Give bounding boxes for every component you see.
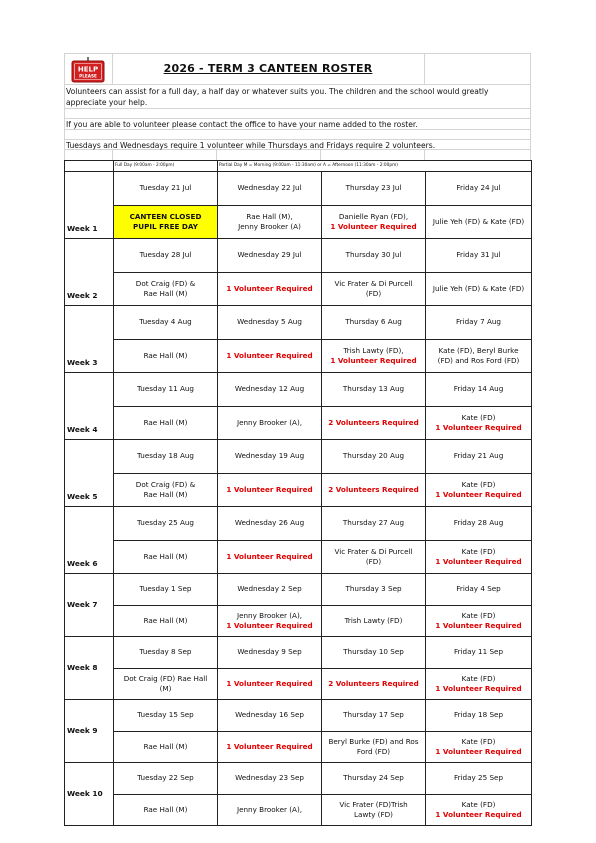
week-volunteer-row xyxy=(65,205,532,239)
volunteer-name-text: (FD) xyxy=(365,556,382,566)
week-date-row xyxy=(65,440,532,474)
week-label: Week 6 xyxy=(65,507,114,574)
volunteer-required-text: 1 Volunteer Required xyxy=(435,422,522,432)
volunteer-required-text: 1 Volunteer Required xyxy=(226,283,313,293)
week-label: Week 5 xyxy=(65,440,114,507)
volunteer-required-text: 1 Volunteer Required xyxy=(226,484,313,494)
volunteer-name-text: Ford (FD) xyxy=(356,746,391,756)
volunteer-name-text: PUPIL FREE DAY xyxy=(133,221,198,231)
partial-day-label: Partial Day M = Morning (9:00am - 11:30am) or A = Afternoon (11:30am - 2:00pm) xyxy=(218,161,532,172)
wednesday-date-cell: Wednesday 26 Aug xyxy=(218,507,322,541)
week-date-row xyxy=(65,373,532,407)
tuesday-date-cell: Tuesday 18 Aug xyxy=(114,440,218,474)
volunteer-required-text: 1 Volunteer Required xyxy=(330,221,417,231)
page-title: 2026 - TERM 3 CANTEEN ROSTER xyxy=(163,62,373,75)
wednesday-date-cell: Wednesday 19 Aug xyxy=(218,440,322,474)
week-label: Week 9 xyxy=(65,700,114,763)
volunteer-name-text: Kate (FD) xyxy=(461,799,496,809)
requirements-text: Tuesdays and Wednesdays require 1 volunteer while Thursdays and Fridays require 2 volunteers. xyxy=(66,141,436,150)
wednesday-date-cell: Wednesday 9 Sep xyxy=(218,637,322,669)
volunteer-required-text: 1 Volunteer Required xyxy=(435,809,522,819)
volunteer-name-text: Rae Hall (M) xyxy=(143,350,188,360)
week-volunteer-row xyxy=(65,339,532,373)
volunteer-name-text: Danielle Ryan (FD), xyxy=(338,211,409,221)
volunteer-name-text: Trish Lawty (FD), xyxy=(343,345,404,355)
thursday-volunteer-cell xyxy=(322,473,426,507)
full-day-label: Full Day (9:00am - 2:00pm) xyxy=(114,161,218,172)
thursday-volunteer-cell xyxy=(322,668,426,700)
volunteer-name-text: Jenny Brooker (A), xyxy=(236,804,303,814)
thursday-volunteer-cell xyxy=(322,731,426,763)
volunteer-name-text: Trish Lawty (FD) xyxy=(344,615,403,625)
week-volunteer-row xyxy=(65,794,532,826)
friday-date-cell: Friday 11 Sep xyxy=(426,637,532,669)
wednesday-volunteer-cell xyxy=(218,540,322,574)
tuesday-volunteer-cell xyxy=(114,473,218,507)
volunteer-required-text: 1 Volunteer Required xyxy=(435,620,522,630)
wednesday-volunteer-cell xyxy=(218,794,322,826)
tuesday-date-cell: Tuesday 21 Jul xyxy=(114,172,218,206)
thursday-volunteer-cell xyxy=(322,205,426,239)
volunteer-required-text: 1 Volunteer Required xyxy=(226,678,313,688)
wednesday-date-cell: Wednesday 29 Jul xyxy=(218,239,322,273)
volunteer-name-text: Dot Craig (FD) & xyxy=(135,479,196,489)
thursday-date-cell: Thursday 24 Sep xyxy=(322,763,426,795)
friday-date-cell: Friday 14 Aug xyxy=(426,373,532,407)
friday-date-cell: Friday 24 Jul xyxy=(426,172,532,206)
wednesday-volunteer-cell xyxy=(218,605,322,637)
tuesday-date-cell: Tuesday 8 Sep xyxy=(114,637,218,669)
volunteer-name-text: Julie Yeh (FD) & Kate (FD) xyxy=(432,283,525,293)
week-label: Week 10 xyxy=(65,763,114,826)
tuesday-date-cell: Tuesday 22 Sep xyxy=(114,763,218,795)
wednesday-volunteer-cell xyxy=(218,406,322,440)
wednesday-volunteer-cell xyxy=(218,473,322,507)
volunteer-name-text: (FD) xyxy=(365,288,382,298)
volunteer-required-text: 1 Volunteer Required xyxy=(435,683,522,693)
gridline xyxy=(64,108,531,109)
svg-text:HELP: HELP xyxy=(77,65,99,74)
friday-volunteer-cell xyxy=(426,794,532,826)
blank-cell xyxy=(65,161,114,172)
friday-volunteer-cell xyxy=(426,339,532,373)
volunteer-name-text: Kate (FD) xyxy=(461,736,496,746)
intro-line: appreciate your help. xyxy=(66,98,148,107)
volunteer-name-text: CANTEEN CLOSED xyxy=(129,211,202,221)
week-date-row xyxy=(65,574,532,606)
volunteer-required-text: 2 Volunteers Required xyxy=(328,678,419,688)
volunteer-name-text: Lawty (FD) xyxy=(354,809,393,819)
volunteer-name-text: Rae Hall (M), xyxy=(246,211,293,221)
roster-header xyxy=(64,53,531,84)
volunteer-required-text: 1 Volunteer Required xyxy=(226,741,313,751)
friday-volunteer-cell xyxy=(426,205,532,239)
friday-volunteer-cell xyxy=(426,406,532,440)
wednesday-volunteer-cell xyxy=(218,205,322,239)
week-label: Week 7 xyxy=(65,574,114,637)
week-date-row xyxy=(65,306,532,340)
wednesday-date-cell: Wednesday 23 Sep xyxy=(218,763,322,795)
thursday-date-cell: Thursday 30 Jul xyxy=(322,239,426,273)
week-volunteer-row xyxy=(65,272,532,306)
roster-sheet xyxy=(64,53,531,819)
volunteer-name-text: Jenny Brooker (A), xyxy=(236,610,303,620)
tuesday-volunteer-cell xyxy=(114,205,218,239)
tuesday-volunteer-cell xyxy=(114,406,218,440)
tuesday-volunteer-cell xyxy=(114,794,218,826)
intro-line: Volunteers can assist for a full day, a half day or whatever suits you. The children and the school would greatly xyxy=(66,87,489,96)
volunteer-name-text: Rae Hall (M) xyxy=(143,551,188,561)
volunteer-required-text: 2 Volunteers Required xyxy=(328,417,419,427)
thursday-volunteer-cell xyxy=(322,540,426,574)
tuesday-date-cell: Tuesday 11 Aug xyxy=(114,373,218,407)
week-date-row xyxy=(65,172,532,206)
friday-volunteer-cell xyxy=(426,272,532,306)
tuesday-volunteer-cell xyxy=(114,339,218,373)
volunteer-name-text: Rae Hall (M) xyxy=(143,417,188,427)
friday-date-cell: Friday 7 Aug xyxy=(426,306,532,340)
week-label: Week 4 xyxy=(65,373,114,440)
week-date-row xyxy=(65,507,532,541)
week-date-row xyxy=(65,637,532,669)
help-please-sign-icon xyxy=(70,57,106,83)
volunteer-name-text: (M) xyxy=(159,683,172,693)
tuesday-volunteer-cell xyxy=(114,540,218,574)
volunteer-required-text: 1 Volunteer Required xyxy=(330,355,417,365)
friday-volunteer-cell xyxy=(426,540,532,574)
contact-text: If you are able to volunteer please contact the office to have your name added to the roster. xyxy=(66,120,418,129)
volunteer-name-text: Kate (FD) xyxy=(461,610,496,620)
thursday-date-cell: Thursday 23 Jul xyxy=(322,172,426,206)
week-volunteer-row xyxy=(65,406,532,440)
wednesday-date-cell: Wednesday 22 Jul xyxy=(218,172,322,206)
volunteer-name-text: Rae Hall (M) xyxy=(143,741,188,751)
volunteer-name-text: Rae Hall (M) xyxy=(143,288,188,298)
volunteer-required-text: 1 Volunteer Required xyxy=(435,746,522,756)
week-label: Week 3 xyxy=(65,306,114,373)
week-date-row xyxy=(65,763,532,795)
wednesday-date-cell: Wednesday 2 Sep xyxy=(218,574,322,606)
volunteer-name-text: Rae Hall (M) xyxy=(143,489,188,499)
volunteer-required-text: 1 Volunteer Required xyxy=(226,620,313,630)
svg-text:PLEASE: PLEASE xyxy=(79,73,97,79)
roster-table xyxy=(64,160,532,826)
volunteer-required-text: 1 Volunteer Required xyxy=(226,551,313,561)
friday-volunteer-cell xyxy=(426,731,532,763)
volunteer-required-text: 2 Volunteers Required xyxy=(328,484,419,494)
thursday-date-cell: Thursday 20 Aug xyxy=(322,440,426,474)
friday-date-cell: Friday 25 Sep xyxy=(426,763,532,795)
tuesday-date-cell: Tuesday 25 Aug xyxy=(114,507,218,541)
thursday-volunteer-cell xyxy=(322,339,426,373)
week-label: Week 2 xyxy=(65,239,114,306)
wednesday-date-cell: Wednesday 12 Aug xyxy=(218,373,322,407)
thursday-volunteer-cell xyxy=(322,794,426,826)
week-label: Week 8 xyxy=(65,637,114,700)
volunteer-name-text: Dot Craig (FD) Rae Hall xyxy=(123,673,208,683)
volunteer-name-text: Kate (FD) xyxy=(461,412,496,422)
volunteer-name-text: Rae Hall (M) xyxy=(143,804,188,814)
wednesday-volunteer-cell xyxy=(218,272,322,306)
gridline xyxy=(64,84,531,85)
thursday-date-cell: Thursday 13 Aug xyxy=(322,373,426,407)
volunteer-name-text: Vic Frater & Di Purcell xyxy=(334,546,413,556)
volunteer-name-text: Kate (FD) xyxy=(461,546,496,556)
week-volunteer-row xyxy=(65,473,532,507)
thursday-volunteer-cell xyxy=(322,605,426,637)
wednesday-volunteer-cell xyxy=(218,731,322,763)
friday-date-cell: Friday 18 Sep xyxy=(426,700,532,732)
thursday-date-cell: Thursday 27 Aug xyxy=(322,507,426,541)
wednesday-volunteer-cell xyxy=(218,668,322,700)
volunteer-name-text: Rae Hall (M) xyxy=(143,615,188,625)
volunteer-name-text: Dot Craig (FD) & xyxy=(135,278,196,288)
week-label: Week 1 xyxy=(65,172,114,239)
thursday-date-cell: Thursday 3 Sep xyxy=(322,574,426,606)
volunteer-required-text: 1 Volunteer Required xyxy=(435,489,522,499)
friday-date-cell: Friday 28 Aug xyxy=(426,507,532,541)
wednesday-date-cell: Wednesday 5 Aug xyxy=(218,306,322,340)
friday-volunteer-cell xyxy=(426,473,532,507)
friday-volunteer-cell xyxy=(426,668,532,700)
volunteer-name-text: Jenny Brooker (A) xyxy=(238,221,301,231)
wednesday-volunteer-cell xyxy=(218,339,322,373)
tuesday-date-cell: Tuesday 15 Sep xyxy=(114,700,218,732)
volunteer-name-text: Beryl Burke (FD) and Ros xyxy=(328,736,419,746)
wednesday-date-cell: Wednesday 16 Sep xyxy=(218,700,322,732)
thursday-date-cell: Thursday 17 Sep xyxy=(322,700,426,732)
friday-date-cell: Friday 31 Jul xyxy=(426,239,532,273)
tuesday-volunteer-cell xyxy=(114,668,218,700)
week-date-row xyxy=(65,700,532,732)
friday-date-cell: Friday 21 Aug xyxy=(426,440,532,474)
thursday-date-cell: Thursday 6 Aug xyxy=(322,306,426,340)
week-volunteer-row xyxy=(65,540,532,574)
tuesday-date-cell: Tuesday 1 Sep xyxy=(114,574,218,606)
volunteer-name-text: Julie Yeh (FD) & Kate (FD) xyxy=(432,216,525,226)
volunteer-name-text: Kate (FD) xyxy=(461,479,496,489)
tuesday-date-cell: Tuesday 4 Aug xyxy=(114,306,218,340)
tuesday-volunteer-cell xyxy=(114,605,218,637)
week-volunteer-row xyxy=(65,731,532,763)
volunteer-name-text: (FD) and Ros Ford (FD) xyxy=(437,355,520,365)
week-volunteer-row xyxy=(65,668,532,700)
friday-volunteer-cell xyxy=(426,605,532,637)
tuesday-volunteer-cell xyxy=(114,731,218,763)
week-date-row xyxy=(65,239,532,273)
thursday-date-cell: Thursday 10 Sep xyxy=(322,637,426,669)
volunteer-required-text: 1 Volunteer Required xyxy=(226,350,313,360)
friday-date-cell: Friday 4 Sep xyxy=(426,574,532,606)
volunteer-required-text: 1 Volunteer Required xyxy=(435,556,522,566)
volunteer-name-text: Jenny Brooker (A), xyxy=(236,417,303,427)
thursday-volunteer-cell xyxy=(322,272,426,306)
volunteer-name-text: Vic Frater & Di Purcell xyxy=(334,278,413,288)
tuesday-date-cell: Tuesday 28 Jul xyxy=(114,239,218,273)
tuesday-volunteer-cell xyxy=(114,272,218,306)
column-label-row xyxy=(65,161,532,172)
volunteer-name-text: Kate (FD), Beryl Burke xyxy=(438,345,519,355)
volunteer-name-text: Vic Frater (FD)Trish xyxy=(339,799,408,809)
week-volunteer-row xyxy=(65,605,532,637)
volunteer-name-text: Kate (FD) xyxy=(461,673,496,683)
intro-text xyxy=(66,86,489,108)
thursday-volunteer-cell xyxy=(322,406,426,440)
